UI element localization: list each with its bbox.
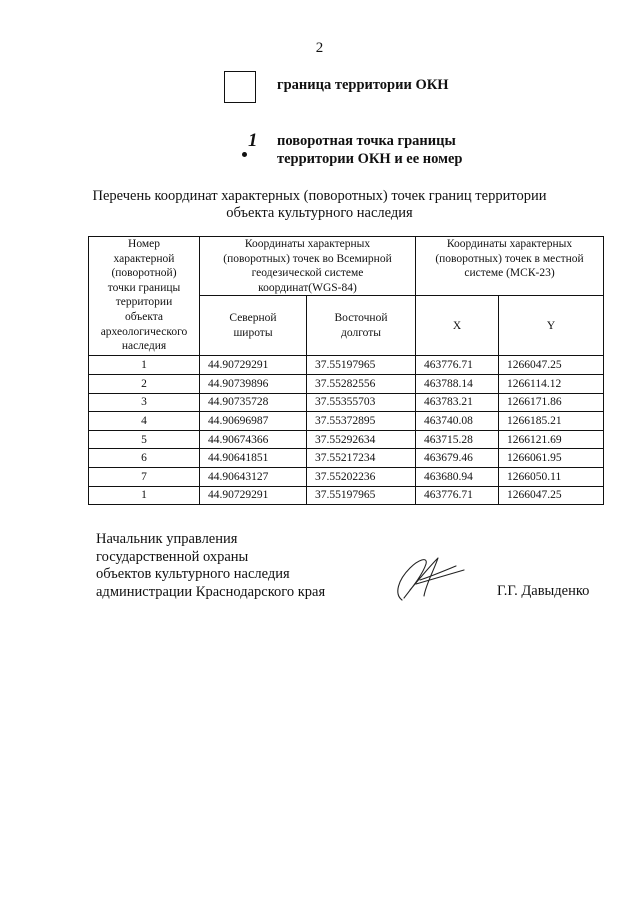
table-row xyxy=(89,486,604,505)
cell-point: 4 xyxy=(89,412,200,431)
legend-turning-point-label xyxy=(277,132,463,168)
header-x: X xyxy=(416,296,499,356)
cell-point: 3 xyxy=(89,393,200,412)
page-number: 2 xyxy=(315,40,324,56)
cell-y: 1266061.95 xyxy=(499,449,604,468)
cell-point: 1 xyxy=(89,356,200,375)
cell-y: 1266047.25 xyxy=(499,486,604,505)
cell-lon: 37.55197965 xyxy=(307,356,416,375)
cell-lat: 44.90735728 xyxy=(200,393,307,412)
cell-x: 463679.46 xyxy=(416,449,499,468)
header-lon: Восточной долготы xyxy=(307,296,416,356)
table-row xyxy=(89,467,604,486)
signer-position-line: объектов культурного наследия xyxy=(96,566,290,582)
table-row xyxy=(89,449,604,468)
table-row xyxy=(89,412,604,431)
cell-lon: 37.55282556 xyxy=(307,374,416,393)
legend-territory-boundary-label: граница территории ОКН xyxy=(277,77,449,93)
cell-y: 1266050.11 xyxy=(499,467,604,486)
cell-y: 1266121.69 xyxy=(499,430,604,449)
cell-lon: 37.55355703 xyxy=(307,393,416,412)
table-row xyxy=(89,393,604,412)
cell-x: 463788.14 xyxy=(416,374,499,393)
cell-x: 463783.21 xyxy=(416,393,499,412)
cell-lon: 37.55372895 xyxy=(307,412,416,431)
point-dot-icon xyxy=(242,152,247,157)
cell-point: 7 xyxy=(89,467,200,486)
signer-position-line: государственной охраны xyxy=(96,548,249,565)
document-title-line1: Перечень координат характерных (поворотных) точек границ территории xyxy=(92,188,547,204)
cell-point: 2 xyxy=(89,374,200,393)
signer-position-line: Начальник управления xyxy=(96,531,238,547)
document-title xyxy=(0,188,639,222)
square-outline-icon xyxy=(224,71,256,103)
cell-lat: 44.90729291 xyxy=(200,356,307,375)
header-lat: Северной широты xyxy=(200,296,307,356)
cell-lon: 37.55292634 xyxy=(307,430,416,449)
legend-turning-point-line1: поворотная точка границы xyxy=(277,133,456,149)
cell-x: 463776.71 xyxy=(416,356,499,375)
cell-lon: 37.55202236 xyxy=(307,467,416,486)
header-y: Y xyxy=(499,296,604,356)
cell-lat: 44.90696987 xyxy=(200,412,307,431)
cell-point: 5 xyxy=(89,430,200,449)
signer-name: Г.Г. Давыденко xyxy=(497,583,590,599)
cell-y: 1266171.86 xyxy=(499,393,604,412)
handwritten-signature xyxy=(380,550,470,605)
coordinates-table xyxy=(88,236,604,505)
cell-point: 1 xyxy=(89,486,200,505)
turning-point-marker-number: 1 xyxy=(248,130,258,151)
cell-y: 1266047.25 xyxy=(499,356,604,375)
legend-turning-point-line2: территории ОКН и ее номер xyxy=(277,151,463,167)
cell-lat: 44.90729291 xyxy=(200,486,307,505)
header-point-number: Номер характерной (поворотной) точки границы территории объекта археологического наследия xyxy=(89,237,200,356)
signer-position xyxy=(96,531,325,601)
cell-x: 463715.28 xyxy=(416,430,499,449)
signer-position-line: администрации Краснодарского края xyxy=(96,583,326,600)
cell-lon: 37.55217234 xyxy=(307,449,416,468)
table-row xyxy=(89,430,604,449)
cell-x: 463740.08 xyxy=(416,412,499,431)
cell-lat: 44.90674366 xyxy=(200,430,307,449)
cell-lon: 37.55197965 xyxy=(307,486,416,505)
header-local-group: Координаты характерных (поворотных) точек в местной системе (МСК-23) xyxy=(416,237,604,296)
cell-y: 1266185.21 xyxy=(499,412,604,431)
cell-lat: 44.90739896 xyxy=(200,374,307,393)
cell-lat: 44.90643127 xyxy=(200,467,307,486)
cell-point: 6 xyxy=(89,449,200,468)
table-row xyxy=(89,356,604,375)
document-title-line2: объекта культурного наследия xyxy=(226,205,413,221)
header-wgs84-group: Координаты характерных (поворотных) точек во Всемирной геодезической системе координат(WGS-84) xyxy=(200,237,416,296)
cell-x: 463776.71 xyxy=(416,486,499,505)
cell-lat: 44.90641851 xyxy=(200,449,307,468)
cell-x: 463680.94 xyxy=(416,467,499,486)
turning-point-marker-icon xyxy=(240,130,260,164)
cell-y: 1266114.12 xyxy=(499,374,604,393)
table-row xyxy=(89,374,604,393)
